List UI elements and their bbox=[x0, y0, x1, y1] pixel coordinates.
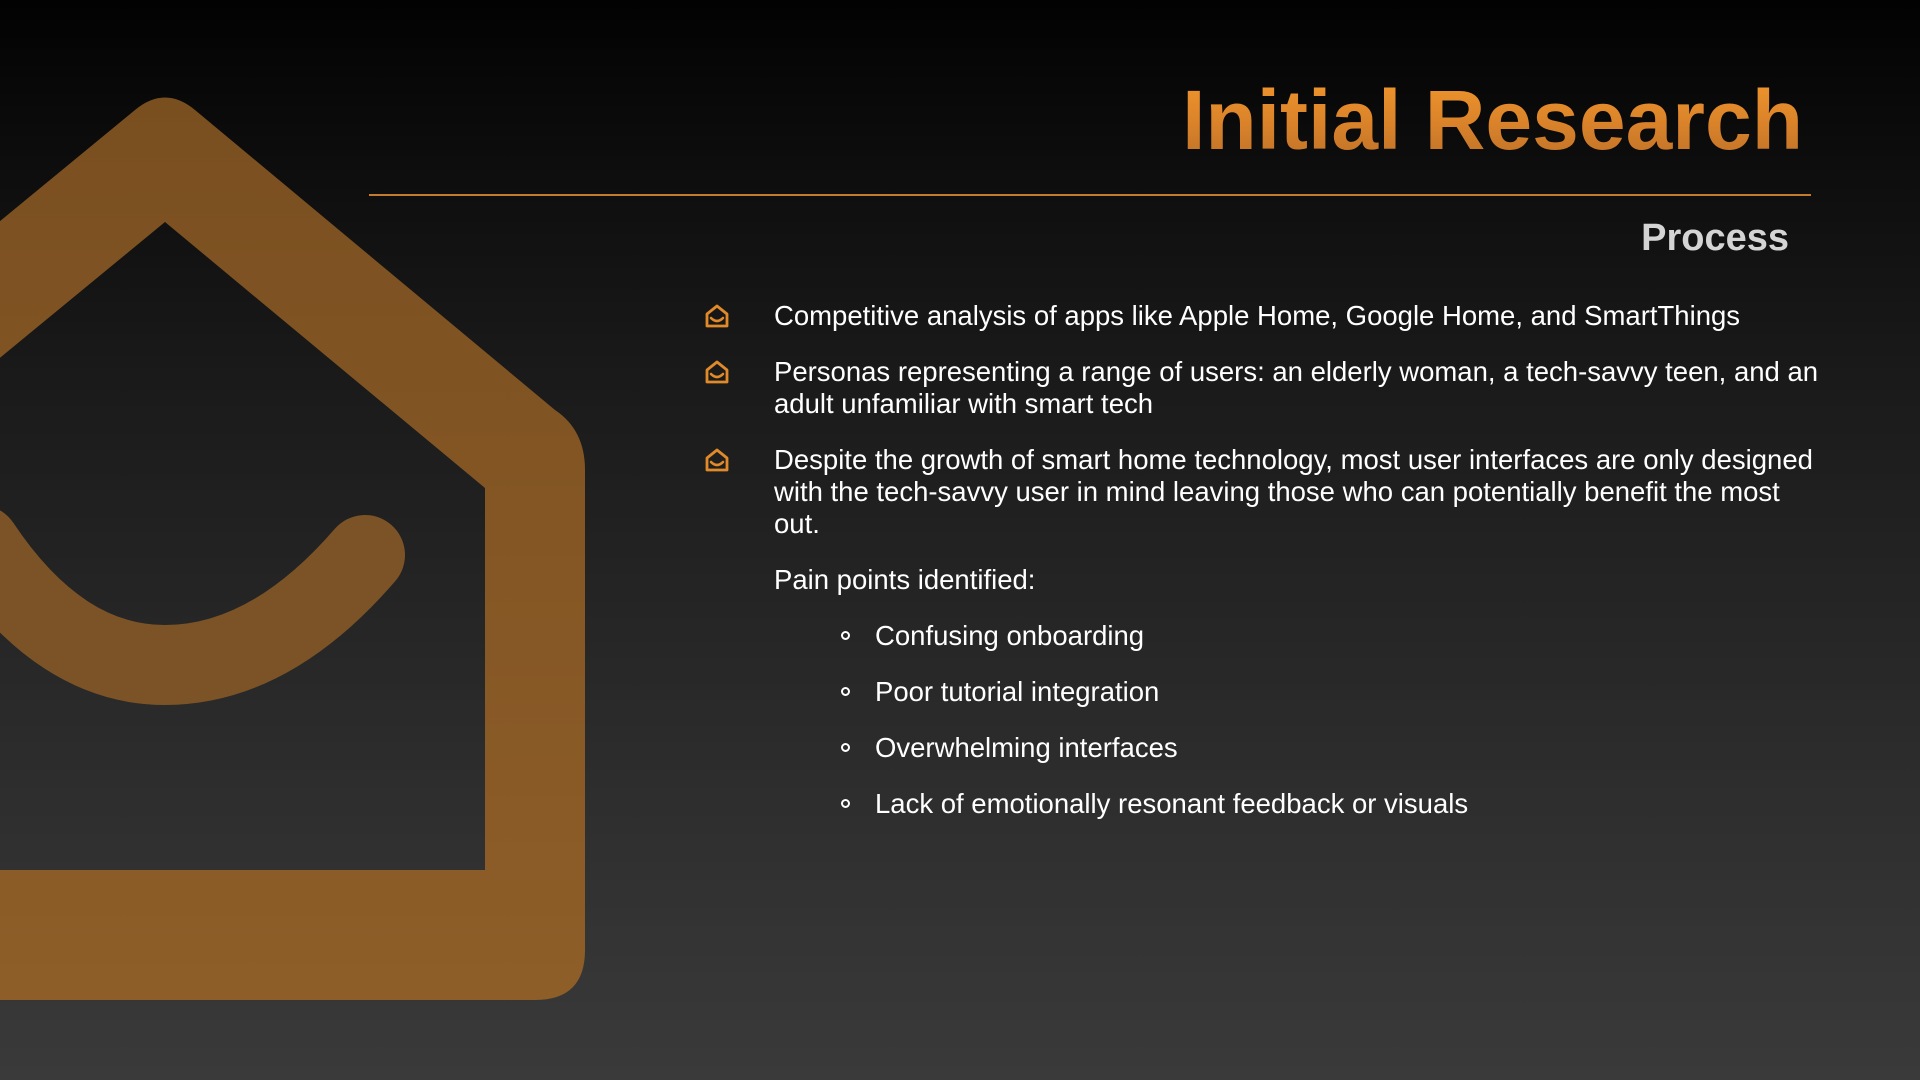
slide-content bbox=[700, 300, 1830, 844]
slide-title: Initial Research bbox=[1182, 73, 1803, 167]
hollow-circle-bullet-icon bbox=[841, 743, 850, 752]
bullet-text: Competitive analysis of apps like Apple Home, Google Home, and SmartThings bbox=[774, 300, 1741, 331]
home-icon bbox=[703, 302, 731, 330]
smile-curve-shape bbox=[0, 545, 365, 665]
bullet-text: Despite the growth of smart home technology, most user interfaces are only designed with the tech-savvy user in mind leaving those who can potentially benefit the most out. bbox=[774, 444, 1813, 539]
bullet-problem-statement bbox=[700, 444, 1830, 540]
list-item bbox=[700, 732, 1830, 764]
list-item bbox=[700, 676, 1830, 708]
slide-subtitle: Process bbox=[1641, 217, 1789, 259]
house-logo-decoration bbox=[0, 0, 620, 1080]
bullet-text: Personas representing a range of users: an elderly woman, a tech-savvy teen, and an adult unfamiliar with smart tech bbox=[774, 356, 1819, 419]
home-icon bbox=[703, 358, 731, 386]
title-divider bbox=[369, 194, 1811, 196]
pain-point-text: Lack of emotionally resonant feedback or visuals bbox=[875, 788, 1469, 819]
pain-point-text: Overwhelming interfaces bbox=[875, 732, 1178, 763]
pain-points-list bbox=[700, 620, 1830, 820]
pain-point-text: Poor tutorial integration bbox=[875, 676, 1160, 707]
list-item bbox=[700, 620, 1830, 652]
pain-points-heading: Pain points identified: bbox=[774, 564, 1036, 595]
hollow-circle-bullet-icon bbox=[841, 799, 850, 808]
pain-point-text: Confusing onboarding bbox=[875, 620, 1145, 651]
list-item bbox=[700, 788, 1830, 820]
bullet-competitive-analysis bbox=[700, 300, 1830, 332]
hollow-circle-bullet-icon bbox=[841, 631, 850, 640]
hollow-circle-bullet-icon bbox=[841, 687, 850, 696]
bullet-personas bbox=[700, 356, 1830, 420]
house-outline-shape bbox=[0, 98, 585, 1001]
home-icon bbox=[703, 446, 731, 474]
